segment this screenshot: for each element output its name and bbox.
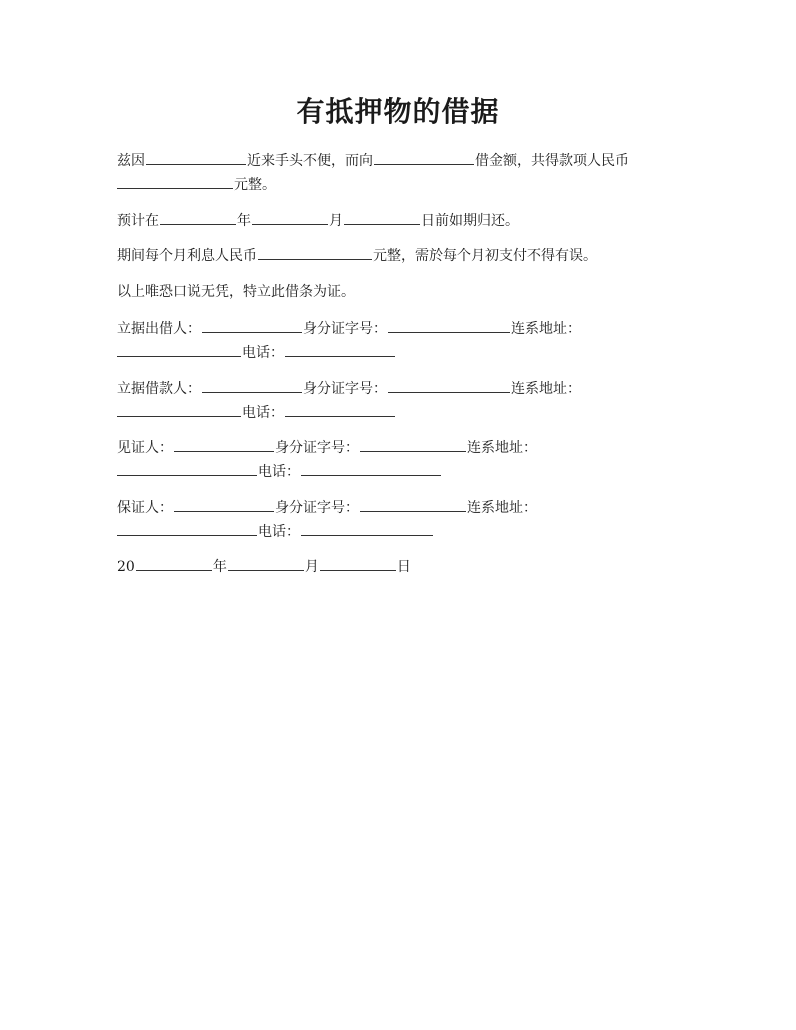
repay-month-blank[interactable] <box>252 209 328 225</box>
repay-month-label: 月 <box>329 213 343 229</box>
lender-section <box>117 317 687 365</box>
witness-phone-blank[interactable] <box>301 460 441 476</box>
guarantor-id-blank[interactable] <box>360 496 466 512</box>
guarantor-addr-blank[interactable] <box>117 520 257 536</box>
witness-label: 见证人： <box>117 440 173 456</box>
witness-section <box>117 436 687 484</box>
guarantor-addr-label: 连系地址： <box>467 500 537 516</box>
guarantor-section <box>117 496 687 544</box>
lender-label: 立据出借人： <box>117 321 201 337</box>
borrower-phone-label: 电话： <box>242 405 284 421</box>
date-month-label: 月 <box>304 559 319 575</box>
lender-phone-label: 电话： <box>242 345 284 361</box>
witness-addr-label: 连系地址： <box>467 440 537 456</box>
proof-text: 以上唯恐口说无凭，特立此借条为证。 <box>117 284 355 300</box>
repay-year-label: 年 <box>237 213 251 229</box>
borrower-addr-blank[interactable] <box>117 401 241 417</box>
signing-date <box>117 555 687 579</box>
lender-blank[interactable] <box>374 149 474 165</box>
witness-addr-blank[interactable] <box>117 460 257 476</box>
borrower-section <box>117 377 687 425</box>
interest-amount-blank[interactable] <box>258 244 372 260</box>
lender-id-label: 身分证字号： <box>303 321 387 337</box>
lender-addr-blank[interactable] <box>117 341 241 357</box>
proof-paragraph <box>117 281 687 304</box>
date-month-blank[interactable] <box>228 555 304 571</box>
borrower-phone-blank[interactable] <box>285 401 395 417</box>
witness-phone-label: 电话： <box>258 464 300 480</box>
borrower-label: 立据借款人： <box>117 381 201 397</box>
guarantor-id-label: 身分证字号： <box>275 500 359 516</box>
guarantor-phone-label: 电话： <box>258 524 300 540</box>
repay-text-1: 预计在 <box>117 213 159 229</box>
date-year-blank[interactable] <box>136 555 212 571</box>
borrower-id-blank[interactable] <box>388 377 510 393</box>
repay-text-4: 日前如期归还。 <box>421 213 519 229</box>
reason-text-2: 近来手头不便，而向 <box>247 153 373 169</box>
interest-text-1: 期间每个月利息人民币 <box>117 248 257 264</box>
borrower-id-label: 身分证字号： <box>303 381 387 397</box>
lender-id-blank[interactable] <box>388 317 510 333</box>
reason-paragraph <box>117 149 687 197</box>
guarantor-name-blank[interactable] <box>174 496 274 512</box>
guarantor-phone-blank[interactable] <box>301 520 433 536</box>
guarantor-label: 保证人： <box>117 500 173 516</box>
repay-date-paragraph <box>117 209 687 233</box>
document-title: 有抵押物的借据 <box>296 95 500 128</box>
repay-year-blank[interactable] <box>160 209 236 225</box>
date-day-label: 日 <box>396 559 411 575</box>
borrower-name-blank[interactable] <box>202 377 302 393</box>
reason-text-1: 兹因 <box>117 153 145 169</box>
lender-addr-label: 连系地址： <box>511 321 581 337</box>
date-year-label: 年 <box>212 559 227 575</box>
witness-id-label: 身分证字号： <box>275 440 359 456</box>
borrower-blank[interactable] <box>146 149 246 165</box>
lender-phone-blank[interactable] <box>285 341 395 357</box>
interest-paragraph <box>117 244 687 268</box>
witness-name-blank[interactable] <box>174 436 274 452</box>
reason-text-3: 借金额，共得款项人民币 <box>475 153 629 169</box>
interest-text-2: 元整，需於每个月初支付不得有误。 <box>373 248 597 264</box>
reason-text-4: 元整。 <box>234 177 276 193</box>
repay-day-blank[interactable] <box>344 209 420 225</box>
lender-name-blank[interactable] <box>202 317 302 333</box>
amount-blank[interactable] <box>117 173 233 189</box>
borrower-addr-label: 连系地址： <box>511 381 581 397</box>
date-day-blank[interactable] <box>320 555 396 571</box>
date-prefix: 20 <box>117 559 135 575</box>
witness-id-blank[interactable] <box>360 436 466 452</box>
